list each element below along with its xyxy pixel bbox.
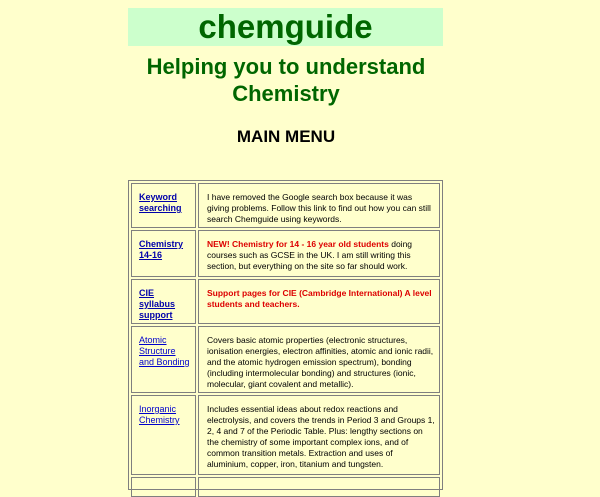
atomic-structure-description: Covers basic atomic properties (electronic structures, ionisation energies, electron affinities, atomic and ionic radii, and the atomic hydrogen emission spectrum), bonding (including intermolecular bonding) and structures (ionic, molecular, giant covalent and metallic). — [207, 335, 434, 389]
menu-row-keyword-searching — [131, 183, 440, 228]
tagline-line-2: Chemistry — [232, 81, 340, 106]
menu-link-cell — [131, 326, 196, 393]
menu-description-cell — [198, 326, 440, 393]
menu-link-cell — [131, 183, 196, 228]
menu-row-chemistry-14-16 — [131, 230, 440, 277]
site-logo: chemguide — [128, 8, 443, 46]
menu-link-cell — [131, 230, 196, 277]
menu-link-cell — [131, 477, 196, 497]
chemistry-14-16-description — [207, 239, 435, 272]
menu-description-cell — [198, 183, 440, 228]
site-tagline — [100, 53, 472, 107]
menu-row-inorganic-chemistry — [131, 395, 440, 475]
cie-syllabus-description: Support pages for CIE (Cambridge International) A level students and teachers. — [207, 288, 432, 309]
cie-syllabus-support-link[interactable]: CIE syllabus support — [139, 288, 176, 320]
keyword-searching-link[interactable]: Keyword searching — [139, 192, 182, 213]
inorganic-chemistry-description: Includes essential ideas about redox reactions and electrolysis, and covers the trends in Period 3 and Groups 1, 2, 4 and 7 of the Periodic Table. Plus: lengthy sections on the chemistry of some important complex ions, and of common transition metals. Extraction and uses of aluminium, copper, iron, titanium and tungsten. — [207, 404, 435, 469]
menu-description-cell — [198, 230, 440, 277]
atomic-structure-bonding-link[interactable]: Atomic Structure and Bonding — [139, 335, 190, 367]
keyword-searching-description: I have removed the Google search box because it was giving problems. Follow this link to find out how you can still search Chemguide using keywords. — [207, 192, 431, 224]
menu-row-next — [131, 477, 440, 497]
menu-description-cell — [198, 477, 440, 497]
menu-description-cell — [198, 279, 440, 324]
chemistry-14-16-link[interactable]: Chemistry 14-16 — [139, 239, 184, 260]
new-badge-text: NEW! Chemistry for 14 - 16 year old students — [207, 239, 389, 249]
page-title: MAIN MENU — [236, 127, 336, 146]
menu-link-cell — [131, 395, 196, 475]
menu-row-atomic-structure — [131, 326, 440, 393]
menu-row-cie-syllabus — [131, 279, 440, 324]
inorganic-chemistry-link[interactable]: Inorganic Chemistry — [139, 404, 180, 425]
chemistry-14-16-description-text: doing courses such as GCSE in the UK. I am still writing this section, but everything on the site so far should work. — [207, 239, 413, 271]
menu-link-cell — [131, 279, 196, 324]
tagline-line-1: Helping you to understand — [146, 54, 426, 79]
main-menu-table — [128, 180, 443, 490]
menu-description-cell — [198, 395, 440, 475]
